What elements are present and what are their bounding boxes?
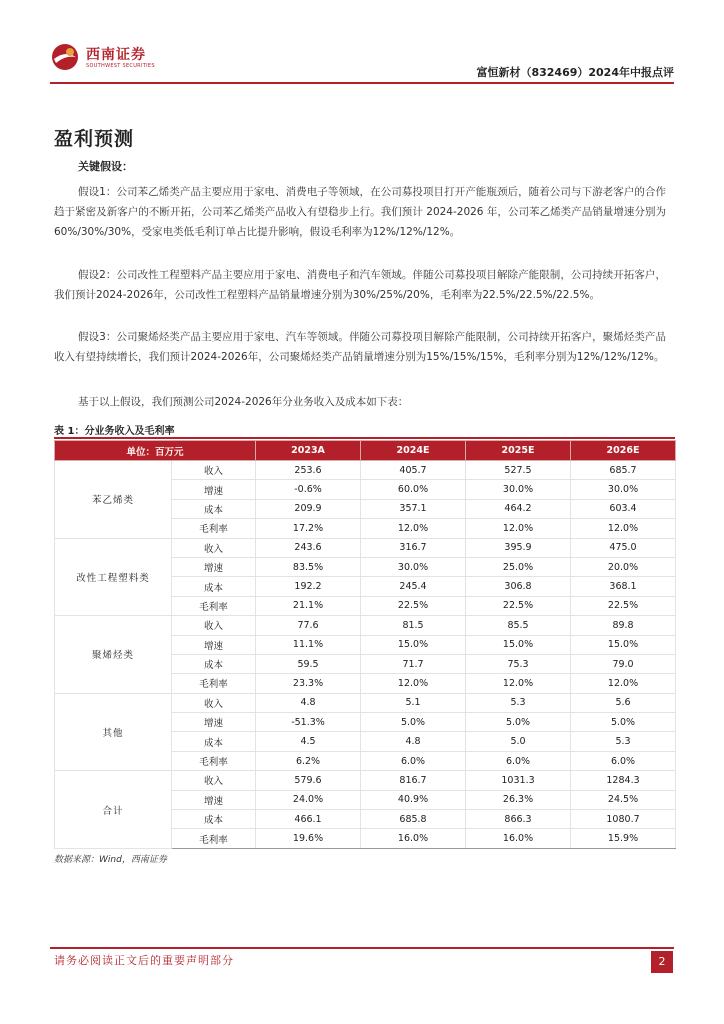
- value-cell: 243.6: [256, 538, 361, 557]
- table-top-rule: [54, 437, 675, 439]
- value-cell: 1031.3: [466, 771, 571, 790]
- value-cell: 6.0%: [571, 751, 676, 770]
- category-cell: 改性工程塑料类: [55, 538, 172, 616]
- value-cell: 15.9%: [571, 829, 676, 848]
- value-cell: 5.0%: [361, 713, 466, 732]
- year-header-2023a: 2023A: [256, 441, 361, 461]
- company-logo: [50, 42, 160, 78]
- value-cell: 85.5: [466, 616, 571, 635]
- unit-header: 单位：百万元: [55, 441, 256, 461]
- value-cell: 192.2: [256, 577, 361, 596]
- year-header-2025e: 2025E: [466, 441, 571, 461]
- metric-label-cell: 收入: [172, 461, 256, 480]
- value-cell: 17.2%: [256, 519, 361, 538]
- value-cell: -51.3%: [256, 713, 361, 732]
- metric-label-cell: 增速: [172, 635, 256, 654]
- value-cell: 75.3: [466, 654, 571, 673]
- value-cell: 30.0%: [361, 557, 466, 576]
- value-cell: 5.1: [361, 693, 466, 712]
- value-cell: 6.2%: [256, 751, 361, 770]
- value-cell: 685.7: [571, 461, 676, 480]
- value-cell: 19.6%: [256, 829, 361, 848]
- metric-label-cell: 毛利率: [172, 829, 256, 848]
- table-intro-paragraph: 基于以上假设，我们预测公司2024-2026年分业务收入及成本如下表：: [78, 396, 409, 408]
- metric-label-cell: 成本: [172, 810, 256, 829]
- value-cell: 1080.7: [571, 810, 676, 829]
- value-cell: 253.6: [256, 461, 361, 480]
- metric-label-cell: 增速: [172, 713, 256, 732]
- value-cell: 30.0%: [571, 480, 676, 499]
- value-cell: 77.6: [256, 616, 361, 635]
- value-cell: 464.2: [466, 499, 571, 518]
- table-row: [55, 771, 676, 790]
- value-cell: 405.7: [361, 461, 466, 480]
- category-cell: 合计: [55, 771, 172, 849]
- table-header-row: [55, 441, 676, 461]
- section-title: 盈利预测: [54, 128, 135, 150]
- footer-divider: [50, 947, 674, 949]
- header-divider: [50, 82, 674, 84]
- data-source-note: 数据来源：Wind，西南证券: [54, 855, 167, 865]
- value-cell: 466.1: [256, 810, 361, 829]
- value-cell: 316.7: [361, 538, 466, 557]
- value-cell: 71.7: [361, 654, 466, 673]
- page-header: [50, 40, 674, 86]
- value-cell: 527.5: [466, 461, 571, 480]
- table-row: [55, 461, 676, 480]
- value-cell: 20.0%: [571, 557, 676, 576]
- metric-label-cell: 增速: [172, 790, 256, 809]
- logo-english-name: SOUTHWEST SECURITIES: [86, 63, 155, 69]
- table-row: [55, 538, 676, 557]
- value-cell: -0.6%: [256, 480, 361, 499]
- value-cell: 79.0: [571, 654, 676, 673]
- year-header-2024e: 2024E: [361, 441, 466, 461]
- assumption-2-paragraph: 假设2：公司改性工程塑料产品主要应用于家电、消费电子和汽车领域。伴随公司募投项目解除产能限制，公司持续开拓客户，我们预计2024-2026年，公司改性工程塑料产品销量增速分别为30%/25%/20%，毛利率为22.5%/22.5%/22.5%。: [54, 269, 666, 301]
- value-cell: 25.0%: [466, 557, 571, 576]
- table-row: [55, 616, 676, 635]
- value-cell: 30.0%: [466, 480, 571, 499]
- value-cell: 11.1%: [256, 635, 361, 654]
- value-cell: 6.0%: [466, 751, 571, 770]
- report-title: 富恒新材（832469）2024年中报点评: [476, 66, 674, 79]
- category-cell: 聚烯烃类: [55, 616, 172, 694]
- value-cell: 12.0%: [361, 674, 466, 693]
- value-cell: 395.9: [466, 538, 571, 557]
- value-cell: 60.0%: [361, 480, 466, 499]
- metric-label-cell: 毛利率: [172, 596, 256, 615]
- value-cell: 5.6: [571, 693, 676, 712]
- value-cell: 5.0%: [571, 713, 676, 732]
- metric-label-cell: 成本: [172, 499, 256, 518]
- value-cell: 22.5%: [361, 596, 466, 615]
- value-cell: 15.0%: [466, 635, 571, 654]
- value-cell: 245.4: [361, 577, 466, 596]
- value-cell: 15.0%: [361, 635, 466, 654]
- value-cell: 16.0%: [361, 829, 466, 848]
- value-cell: 6.0%: [361, 751, 466, 770]
- value-cell: 24.5%: [571, 790, 676, 809]
- metric-label-cell: 收入: [172, 538, 256, 557]
- value-cell: 4.8: [256, 693, 361, 712]
- metric-label-cell: 成本: [172, 732, 256, 751]
- metric-label-cell: 收入: [172, 771, 256, 790]
- value-cell: 15.0%: [571, 635, 676, 654]
- value-cell: 12.0%: [571, 674, 676, 693]
- value-cell: 26.3%: [466, 790, 571, 809]
- value-cell: 209.9: [256, 499, 361, 518]
- value-cell: 22.5%: [571, 596, 676, 615]
- logo-chinese-name: 西南证券: [86, 47, 146, 63]
- value-cell: 579.6: [256, 771, 361, 790]
- value-cell: 475.0: [571, 538, 676, 557]
- page-number: 2: [651, 951, 673, 973]
- value-cell: 5.0%: [466, 713, 571, 732]
- value-cell: 12.0%: [466, 674, 571, 693]
- value-cell: 816.7: [361, 771, 466, 790]
- value-cell: 12.0%: [361, 519, 466, 538]
- value-cell: 685.8: [361, 810, 466, 829]
- value-cell: 1284.3: [571, 771, 676, 790]
- key-assumptions-heading: 关键假设：: [78, 160, 133, 173]
- assumption-1-paragraph: 假设1：公司苯乙烯类产品主要应用于家电、消费电子等领域，在公司募投项目打开产能瓶颈后，随着公司与下游老客户的合作趋于紧密及新客户的不断开拓，公司苯乙烯类产品收入有望稳步上行。我们预计 2024-2026 年，公司苯乙烯类产品销量增速分别为60%/30%/30%，受家电类低毛利订单占比提升影响，假设毛利率为12%/12%/12%。: [54, 186, 666, 238]
- value-cell: 83.5%: [256, 557, 361, 576]
- metric-label-cell: 收入: [172, 693, 256, 712]
- disclaimer-note: 请务必阅读正文后的重要声明部分: [54, 954, 234, 967]
- value-cell: 5.0: [466, 732, 571, 751]
- value-cell: 5.3: [466, 693, 571, 712]
- value-cell: 603.4: [571, 499, 676, 518]
- value-cell: 59.5: [256, 654, 361, 673]
- value-cell: 12.0%: [571, 519, 676, 538]
- value-cell: 368.1: [571, 577, 676, 596]
- year-header-2026e: 2026E: [571, 441, 676, 461]
- table-row: [55, 693, 676, 712]
- value-cell: 24.0%: [256, 790, 361, 809]
- value-cell: 306.8: [466, 577, 571, 596]
- value-cell: 22.5%: [466, 596, 571, 615]
- metric-label-cell: 收入: [172, 616, 256, 635]
- table-caption: 表 1：分业务收入及毛利率: [54, 426, 175, 437]
- metric-label-cell: 增速: [172, 557, 256, 576]
- category-cell: 其他: [55, 693, 172, 771]
- value-cell: 357.1: [361, 499, 466, 518]
- category-cell: 苯乙烯类: [55, 461, 172, 539]
- value-cell: 89.8: [571, 616, 676, 635]
- value-cell: 40.9%: [361, 790, 466, 809]
- metric-label-cell: 毛利率: [172, 751, 256, 770]
- metric-label-cell: 毛利率: [172, 674, 256, 693]
- value-cell: 866.3: [466, 810, 571, 829]
- metric-label-cell: 成本: [172, 577, 256, 596]
- assumption-3-paragraph: 假设3：公司聚烯烃类产品主要应用于家电、汽车等领域。伴随公司募投项目解除产能限制，公司持续开拓客户，聚烯烃类产品收入有望持续增长，我们预计2024-2026年，公司聚烯烃类产品销量增速分别为15%/15%/15%，毛利率分别为12%/12%/12%。: [54, 331, 666, 363]
- revenue-margin-table: [54, 440, 676, 849]
- metric-label-cell: 毛利率: [172, 519, 256, 538]
- value-cell: 4.5: [256, 732, 361, 751]
- value-cell: 81.5: [361, 616, 466, 635]
- value-cell: 16.0%: [466, 829, 571, 848]
- value-cell: 23.3%: [256, 674, 361, 693]
- value-cell: 4.8: [361, 732, 466, 751]
- value-cell: 21.1%: [256, 596, 361, 615]
- metric-label-cell: 成本: [172, 654, 256, 673]
- value-cell: 12.0%: [466, 519, 571, 538]
- logo-mark-icon: [50, 42, 80, 72]
- value-cell: 5.3: [571, 732, 676, 751]
- metric-label-cell: 增速: [172, 480, 256, 499]
